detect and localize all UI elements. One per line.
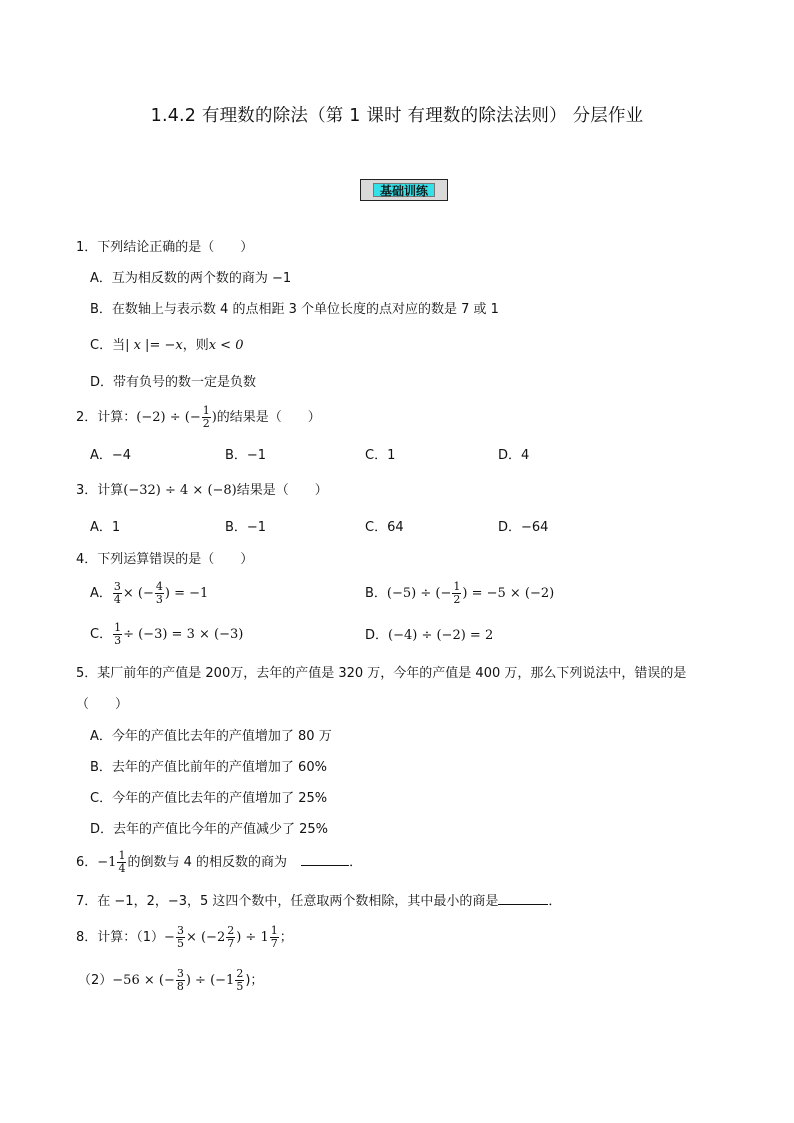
q2-fraction: [202, 405, 211, 430]
q8-p2-frac2: [235, 968, 244, 993]
q5-option-d: D．去年的产值比今年的产值减少了 25%: [90, 822, 329, 837]
q6-text: 的倒数与 4 的相反数的商为: [127, 855, 287, 870]
q8-part1: [76, 924, 293, 952]
q4-option-d: [365, 629, 493, 642]
q4-c-frac-den: 3: [114, 634, 122, 647]
q2-stem-suffix: 的结果是（ ）: [216, 410, 321, 425]
q4-a-frac1-num: 3: [113, 580, 121, 593]
q8-p1-frac2-num: 2: [227, 924, 235, 937]
q4-c-frac-num: 1: [114, 621, 122, 634]
q4-option-a: [90, 580, 208, 608]
section-badge: [360, 179, 448, 201]
q4-a-label: A．: [90, 586, 112, 601]
q8-p2-frac1-num: 3: [176, 967, 184, 980]
q4-a-frac1-den: 4: [113, 593, 121, 606]
q8-p1-frac3-den: 7: [270, 937, 278, 950]
q4-stem: 4．下列运算错误的是（ ）: [76, 552, 254, 567]
q8-p1-mid: × (−2: [185, 930, 226, 945]
q2-option-a: A．−4: [90, 448, 132, 463]
q3-option-b: B．−1: [225, 520, 267, 535]
q5-stem-bracket: （ ）: [76, 697, 129, 712]
q2-expr: (−2) ÷ (−: [136, 410, 201, 425]
q1-option-a: A．互为相反数的两个数的商为 −1: [90, 271, 292, 286]
q6-frac-den: 4: [118, 862, 126, 875]
q1-option-d: D．带有负号的数一定是负数: [90, 375, 257, 390]
q4-a-frac2: [155, 581, 164, 606]
q4-a-end: ) = −1: [164, 586, 209, 601]
q8-part2: [78, 967, 263, 995]
q8-p1-frac1-num: 3: [176, 924, 184, 937]
q4-option-c: [90, 621, 243, 649]
q2-stem-prefix: 2．计算：: [76, 410, 137, 425]
q4-b-end: ) = −5 × (−2): [462, 586, 555, 601]
q4-d-expr: (−4) ÷ (−2) = 2: [388, 628, 494, 643]
q4-option-b: [365, 580, 554, 608]
q6-fraction: [117, 850, 126, 875]
q1-c-prefix: C．当: [90, 338, 126, 353]
q4-b-frac: [452, 581, 461, 606]
q1-c-mid: ，则: [182, 338, 209, 353]
q4-b-frac-den: 2: [453, 593, 461, 606]
q8-p1-frac2: [226, 925, 235, 950]
q2-frac-den: 2: [202, 417, 210, 430]
q1-c-eq: = −x: [149, 338, 183, 353]
q4-c-label: C．: [90, 627, 113, 642]
q5-option-c: C．今年的产值比去年的产值增加了 25%: [90, 791, 328, 806]
q4-a-frac1: [113, 581, 122, 606]
q5-option-a: A．今年的产值比去年的产值增加了 80 万: [90, 729, 332, 744]
q2-option-b: B．−1: [225, 448, 267, 463]
q2-stem: [76, 404, 321, 432]
q6-frac-num: 1: [118, 849, 126, 862]
q8-p2-label: （2）: [78, 973, 113, 988]
q8-p2-end: )；: [245, 973, 264, 988]
q1-c-abs: | x |: [125, 338, 150, 353]
q8-p2-pre: −56 × (−: [112, 973, 175, 988]
q3-expr: (−32) ÷ 4 × (−8): [123, 483, 237, 498]
q4-c-frac: [113, 622, 122, 647]
q8-p2-frac2-den: 5: [236, 980, 244, 993]
q8-stem: 8．计算：（1）: [76, 930, 165, 945]
q3-option-c: C．64: [365, 520, 404, 535]
q4-d-label: D．: [365, 628, 389, 643]
q6-end: ．: [349, 855, 363, 870]
q8-p1-frac3-num: 1: [270, 924, 278, 937]
q6-answer-blank[interactable]: [301, 865, 349, 866]
q4-b-label: B．: [365, 586, 387, 601]
q8-p2-mid: ) ÷ (−1: [185, 973, 235, 988]
q7-answer-blank[interactable]: [498, 904, 548, 905]
q8-p1-mid2: ) ÷ 1: [236, 930, 269, 945]
q1-c-cond: x < 0: [208, 338, 244, 353]
q2-frac-num: 1: [202, 404, 210, 417]
q2-option-c: C．1: [365, 448, 396, 463]
q3-stem-prefix: 3．计算: [76, 483, 124, 498]
q7-text: 7．在 −1，2，−3，5 这四个数中，任意取两个数相除，其中最小的商是: [76, 894, 499, 909]
q5-option-b: B．去年的产值比前年的产值增加了 60%: [90, 760, 327, 775]
q4-a-frac2-num: 4: [155, 580, 163, 593]
q3-stem-suffix: 结果是（ ）: [236, 483, 328, 498]
q8-p2-frac2-num: 2: [236, 967, 244, 980]
q1-option-b: B．在数轴上与表示数 4 的点相距 3 个单位长度的点对应的数是 7 或 1: [90, 302, 499, 317]
q4-b-pre: (−5) ÷ (−: [386, 586, 452, 601]
q1-option-c: [90, 339, 243, 352]
q8-p1-frac1-den: 5: [176, 937, 184, 950]
q6-label: 6．: [76, 855, 98, 870]
q1-stem: 1．下列结论正确的是（ ）: [76, 240, 254, 255]
q8-p1-end: ；: [279, 930, 293, 945]
q8-p1-sign: −: [164, 930, 175, 945]
page-title: 1.4.2 有理数的除法（第 1 课时 有理数的除法法则） 分层作业: [150, 106, 644, 126]
q3-option-d: D．−64: [498, 520, 549, 535]
q8-p2-frac1: [176, 968, 185, 993]
q3-option-a: A．1: [90, 520, 121, 535]
q8-p1-frac2-den: 7: [227, 937, 235, 950]
q8-p1-frac1: [176, 925, 185, 950]
q3-stem: [76, 484, 328, 497]
q4-a-frac2-den: 3: [155, 593, 163, 606]
q7-stem: [76, 895, 561, 908]
q6-whole: −1: [97, 855, 117, 870]
section-badge-label: 基础训练: [373, 183, 435, 197]
q5-stem: 5．某厂前年的产值是 200万，去年的产值是 320 万，今年的产值是 400 万，那么下列说法中，错误的是: [76, 666, 687, 681]
q7-end: ．: [548, 894, 562, 909]
q8-p2-frac1-den: 8: [176, 980, 184, 993]
q8-p1-frac3: [270, 925, 279, 950]
q4-a-mid: × (−: [122, 586, 154, 601]
q2-option-d: D．4: [498, 448, 530, 463]
q6-stem: [76, 849, 362, 877]
q2-close: ): [211, 410, 217, 425]
q4-b-frac-num: 1: [453, 580, 461, 593]
q4-c-end: ÷ (−3) = 3 × (−3): [123, 627, 244, 642]
